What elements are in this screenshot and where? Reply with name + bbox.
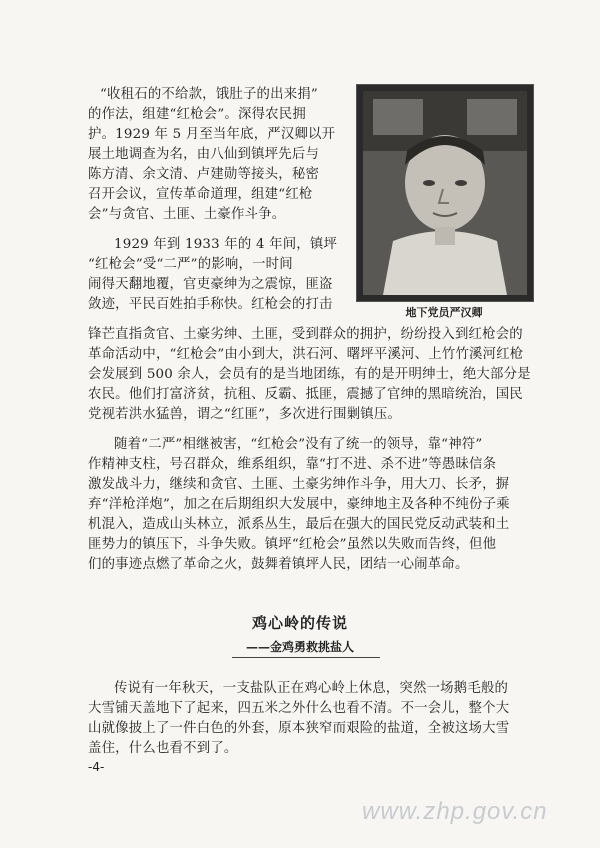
- body-line: 党视若洪水猛兽，谓之“红匪”，多次进行围剿镇压。: [88, 407, 402, 422]
- body-line: 弃“洋枪洋炮”，加之在后期组织大发展中，豪绅地主及各种不纯份子乘: [88, 497, 510, 512]
- body-line: 作精神支柱，号召群众，维系组织，靠“打不进、杀不进”等愚昧信条: [88, 457, 497, 472]
- body-line: 的作法，组建“红枪会”。深得农民拥: [88, 107, 306, 122]
- portrait-image: [363, 91, 527, 295]
- subtitle-underline: [232, 657, 380, 658]
- body-line: 闹得天翻地覆，官吏豪绅为之震惊，匪盗: [88, 277, 333, 292]
- page-number: -4-: [88, 760, 105, 774]
- section-subtitle: ——金鸡勇救挑盐人: [245, 640, 354, 654]
- body-line: 会”与贪官、土匪、土豪作斗争。: [88, 207, 286, 222]
- body-line: 山就像披上了一件白色的外套，原本狭窄而艰险的盐道，全被这场大雪: [88, 721, 510, 736]
- body-line: 传说有一年秋天，一支盐队正在鸡心岭上休息，突然一场鹅毛般的: [114, 681, 509, 696]
- body-line: 召开会议，宣传革命道理，组建“红枪: [88, 187, 313, 202]
- body-line: 匪势力的镇压下，斗争失败。镇坪“红枪会”虽然以失败而告终，但他: [88, 537, 497, 552]
- photo-caption: 地下党员严汉卿: [405, 306, 483, 319]
- portrait-illustration: [363, 91, 527, 295]
- body-line: 1929 年到 1933 年的 4 年间，镇坪: [114, 237, 338, 252]
- body-line: 展土地调查为名，由八仙到镇坪先后与: [88, 147, 320, 162]
- body-line: 会发展到 500 余人，会员有的是当地团练，有的是开明绅士，绝大部分是: [88, 367, 531, 382]
- body-line: 敛迹，平民百姓拍手称快。红枪会的打击: [88, 297, 333, 312]
- portrait-photo: [356, 84, 534, 302]
- body-line: 陈方清、余文清、卢建勋等接头，秘密: [88, 167, 320, 182]
- body-line: 随着“二严”相继被害，“红枪会”没有了统一的领导，靠“神符”: [114, 437, 483, 452]
- body-line: 大雪铺天盖地下了起来，四五米之外什么也看不清。不一会儿，整个大: [88, 701, 510, 716]
- section-title: 鸡心岭的传说: [251, 614, 348, 632]
- body-line: 农民。他们打富济贫，抗租、反霸、抵匪，震撼了官绅的黑暗统治，国民: [88, 387, 523, 402]
- body-line: 们的事迹点燃了革命之火，鼓舞着镇坪人民，团结一心闹革命。: [88, 557, 469, 572]
- watermark-url: www.zhp.gov.cn: [362, 798, 548, 825]
- body-line: 盖住，什么也看不到了。: [88, 741, 238, 756]
- body-line: 护。1929 年 5 月至当年底，严汉卿以开: [88, 127, 336, 142]
- body-line: 锋芒直指贪官、土豪劣绅、土匪，受到群众的拥护，纷纷投入到红枪会的: [88, 327, 523, 342]
- body-line: 激发战斗力，继续和贪官、土匪、土豪劣绅作斗争，用大刀、长矛，摒: [88, 477, 510, 492]
- body-line: “收租石的不给款，饿肚子的出来捐”: [100, 87, 318, 102]
- body-line: 革命活动中，“红枪会”由小到大，洪石河、曙坪平溪河、上竹竹溪河红枪: [88, 347, 524, 362]
- body-line: 机混入，造成山头林立，派系丛生，最后在强大的国民党反动武装和土: [88, 517, 510, 532]
- body-line: “红枪会”受“二严”的影响，一时间: [88, 257, 293, 272]
